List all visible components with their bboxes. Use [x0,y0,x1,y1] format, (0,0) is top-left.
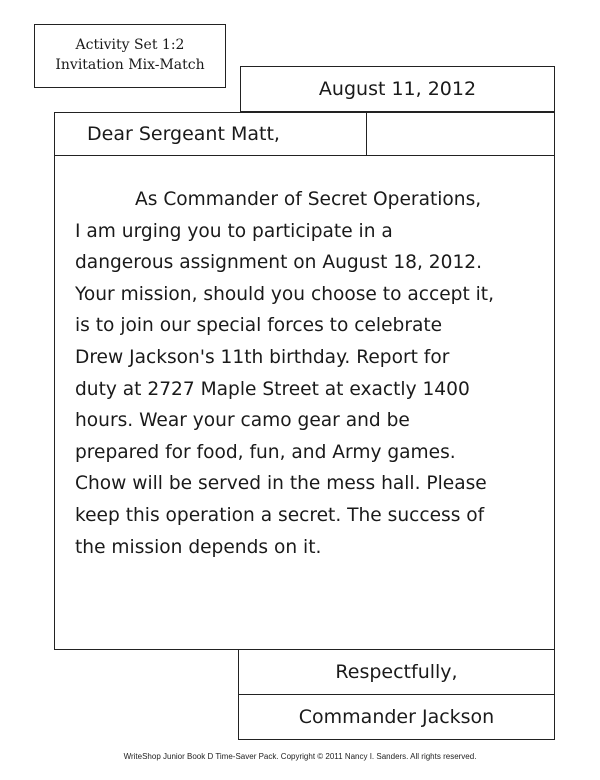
body-line: Chow will be served in the mess hall. Please [75,473,487,495]
salutation-box [54,112,367,156]
body-line: keep this operation a secret. The success of [75,504,485,526]
body-line: the mission depends on it. [75,536,322,558]
body-line: As Commander of Secret Operations, [135,189,482,210]
body-line: hours. Wear your camo gear and be [75,410,410,432]
body-line: duty at 2727 Maple Street at exactly 1400 [75,378,470,400]
body-line: is to join our special forces to celebrate [75,315,443,337]
closing-text: Respectfully, [335,661,458,683]
signature-text: Commander Jackson [298,706,495,728]
body-line: prepared for food, fun, and Army games. [75,441,456,463]
activity-set-title: Activity Set 1:2 [75,37,185,53]
body-line: Your mission, should you choose to accept it, [75,283,495,305]
letter-body [75,184,545,563]
signature-box [238,694,555,740]
letter-date: August 11, 2012 [318,78,477,100]
activity-label-box [34,24,226,88]
salutation-extension-box [366,112,555,156]
body-line: I am urging you to participate in a [75,220,393,242]
body-line: Drew Jackson's 11th birthday. Report for [75,346,450,368]
copyright-footer: WriteShop Junior Book D Time-Saver Pack. Copyright © 2011 Nancy I. Sanders. All rights reserved. [123,752,477,761]
body-line: dangerous assignment on August 18, 2012. [75,252,483,274]
letter-body-box [54,155,555,650]
date-box [240,66,555,112]
closing-box [238,649,555,695]
activity-subtitle: Invitation Mix-Match [55,57,205,73]
salutation-text: Dear Sergeant Matt, [87,123,280,145]
